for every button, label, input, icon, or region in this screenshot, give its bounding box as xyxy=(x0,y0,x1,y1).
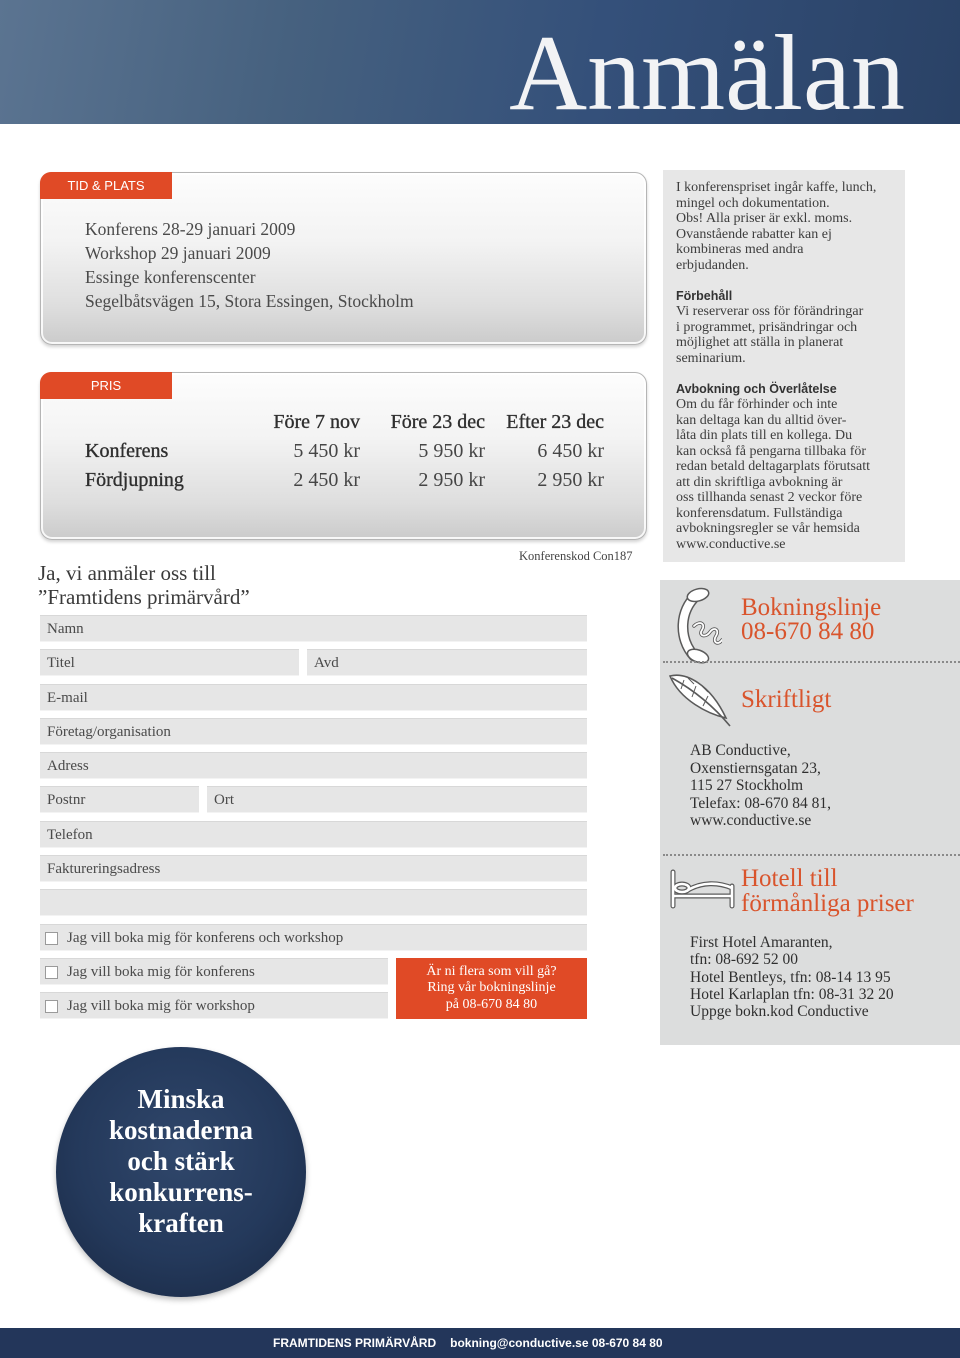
registration-heading-line: Ja, vi anmäler oss till xyxy=(38,561,216,585)
cancellation-heading: Avbokning och Överlåtelse xyxy=(676,381,837,396)
reservation-line: Vi reserverar oss för förändringar xyxy=(676,304,864,319)
address-line: Oxenstiernsgatan 23, xyxy=(690,759,821,777)
cancellation-line: kan deltaga kan du alltid över- xyxy=(676,412,847,428)
reservation-heading: Förbehåll xyxy=(676,288,733,303)
address-line: AB Conductive, xyxy=(690,742,791,759)
group-note-line: på 08-670 84 80 xyxy=(445,996,538,1012)
footer-contact: bokning@conductive.se 08-670 84 80 xyxy=(450,1336,663,1350)
registration-heading xyxy=(38,561,250,609)
divider xyxy=(663,661,960,663)
bed-icon xyxy=(668,868,738,910)
footer-text xyxy=(273,1328,663,1358)
price-header-row xyxy=(85,408,604,437)
postal-address xyxy=(690,742,831,830)
postcode-label: Postnr xyxy=(47,792,86,808)
booking-line-number: 08-670 84 80 xyxy=(741,618,875,645)
hotel-line: First Hotel Amaranten, xyxy=(690,934,833,951)
pricing-note-line: Obs! Alla priser är exkl. moms. xyxy=(676,211,853,226)
venue-line: Essinge konferenscenter xyxy=(85,267,256,287)
hotel-line: tfn: 08-692 52 00 xyxy=(690,951,799,969)
promo-line: Minska xyxy=(137,1083,225,1114)
group-note-line: Ring vår bokningslinje xyxy=(427,980,556,996)
option-label: Jag vill boka mig för konferens och workshop xyxy=(67,930,344,946)
price-row-konferens xyxy=(85,437,604,466)
checkbox[interactable] xyxy=(45,932,58,945)
hotel-heading-line: Hotell till xyxy=(741,864,838,892)
price-value: 5 450 kr xyxy=(293,440,360,462)
price-value: 2 450 kr xyxy=(293,469,360,491)
postcode-field[interactable] xyxy=(40,786,199,813)
city-field[interactable] xyxy=(207,786,587,813)
time-place-details xyxy=(85,217,414,313)
workshop-date-line: Workshop 29 januari 2009 xyxy=(85,243,271,263)
hotel-line: Hotel Bentleys, tfn: 08-14 13 95 xyxy=(690,968,891,986)
pricing-note-line: erbjudanden. xyxy=(676,257,749,273)
checkbox[interactable] xyxy=(45,966,58,979)
phone-field[interactable] xyxy=(40,821,587,848)
promo-line: kraften xyxy=(138,1207,224,1238)
hotel-line: Uppge bokn.kod Conductive xyxy=(690,1003,869,1020)
price-row-label: Konferens xyxy=(85,440,169,462)
option-conference-and-workshop[interactable] xyxy=(40,924,587,951)
title-label: Titel xyxy=(47,655,75,671)
hotel-list xyxy=(690,934,894,1020)
event-name-line: ”Framtidens primärvård” xyxy=(38,585,250,609)
billing-address-extra-field[interactable] xyxy=(40,889,587,916)
promo-line: konkurrens- xyxy=(109,1176,253,1207)
name-field[interactable] xyxy=(40,615,587,642)
pricing-note-line: Ovanstående rabatter kan ej xyxy=(676,226,832,242)
telephone-icon xyxy=(670,586,722,666)
pricing-note-line: mingel och dokumentation. xyxy=(676,195,830,211)
cancellation-line: kan också få pengarna tillbaka för xyxy=(676,443,867,459)
cancellation-line: avbokningsregler se vår hemsida xyxy=(676,521,860,536)
footer-brand: FRAMTIDENS PRIMÄRVÅRD xyxy=(273,1336,437,1350)
reservation-line: seminarium. xyxy=(676,350,746,366)
option-conference[interactable] xyxy=(40,958,388,985)
conference-code: Konferenskod Con187 xyxy=(519,549,633,563)
reservation-line: möjlighet att ställa in planerat xyxy=(676,335,844,350)
email-label: E-mail xyxy=(47,690,88,706)
cancellation-line: låta din plats till en kollega. Du xyxy=(676,428,853,443)
promo-badge-text xyxy=(56,1084,306,1239)
promo-badge xyxy=(56,1047,306,1297)
group-booking-note xyxy=(396,958,587,1019)
title-field[interactable] xyxy=(40,649,299,676)
page-title: Anmälan xyxy=(509,14,905,133)
checkbox[interactable] xyxy=(45,1000,58,1013)
header-band xyxy=(0,0,960,133)
price-value: 5 950 kr xyxy=(418,440,485,462)
address-label: Adress xyxy=(47,758,89,774)
booking-line-heading: Bokningslinje xyxy=(741,594,882,621)
address-line: 115 27 Stockholm xyxy=(690,777,804,794)
venue-address-line: Segelbåtsvägen 15, Stora Essingen, Stockholm xyxy=(85,291,414,311)
price-row-label: Fördjupning xyxy=(85,469,184,491)
department-field[interactable] xyxy=(307,649,587,676)
billing-address-field[interactable] xyxy=(40,855,587,882)
option-label: Jag vill boka mig för konferens xyxy=(67,964,255,980)
group-note-line: Är ni flera som vill gå? xyxy=(426,963,557,979)
price-header-corner xyxy=(85,408,235,437)
price-value: 6 450 kr xyxy=(537,440,604,462)
hotel-heading-line: förmånliga priser xyxy=(741,889,914,917)
price-column-header: Före 7 nov xyxy=(273,411,360,433)
event-dates-line: Konferens 28-29 januari 2009 xyxy=(85,219,296,239)
address-line: Telefax: 08-670 84 81, xyxy=(690,794,831,812)
pricing-note-line: I konferenspriset ingår kaffe, lunch, xyxy=(676,180,877,195)
phone-label: Telefon xyxy=(47,827,93,843)
reservation-line: i programmet, prisändringar och xyxy=(676,319,858,335)
cancellation-line: konferensdatum. Fullständiga xyxy=(676,505,843,521)
cancellation-line: oss tillhanda senast 2 veckor före xyxy=(676,490,863,505)
price-value: 2 950 kr xyxy=(537,469,604,491)
address-field[interactable] xyxy=(40,752,587,779)
company-label: Företag/organisation xyxy=(47,724,171,740)
promo-line: kostnaderna xyxy=(108,1114,254,1145)
name-label: Namn xyxy=(47,621,84,637)
billing-address-label: Faktureringsadress xyxy=(47,861,161,877)
company-field[interactable] xyxy=(40,718,587,745)
cancellation-line: redan betald deltagarplats förutsatt xyxy=(676,459,870,474)
footer-bar xyxy=(0,1328,960,1358)
department-label: Avd xyxy=(314,655,339,671)
written-booking-heading: Skriftligt xyxy=(741,686,832,713)
terms-info-box xyxy=(663,170,905,562)
cancellation-line: att din skriftliga avbokning är xyxy=(676,474,843,490)
price-row-fordjupning xyxy=(85,466,604,495)
quill-icon xyxy=(664,670,736,730)
price-column-header: Efter 23 dec xyxy=(506,411,604,433)
hotel-heading xyxy=(741,866,914,916)
city-label: Ort xyxy=(214,792,234,808)
divider xyxy=(663,854,960,856)
price-value: 2 950 kr xyxy=(418,469,485,491)
pricing-tab: PRIS xyxy=(40,372,172,399)
email-field[interactable] xyxy=(40,684,587,711)
cancellation-line: Om du får förhinder och inte xyxy=(676,397,838,412)
time-place-tab: TID & PLATS xyxy=(40,172,172,199)
price-table xyxy=(85,408,604,495)
option-label: Jag vill boka mig för workshop xyxy=(67,998,255,1014)
option-workshop[interactable] xyxy=(40,992,388,1019)
hotel-line: Hotel Karlaplan tfn: 08-31 32 20 xyxy=(690,985,894,1003)
cancellation-line: www.conductive.se xyxy=(676,536,786,552)
address-line: www.conductive.se xyxy=(690,812,812,829)
promo-line: och stärk xyxy=(127,1145,235,1176)
price-column-header: Före 23 dec xyxy=(390,411,485,433)
pricing-note-line: kombineras med andra xyxy=(676,242,804,257)
